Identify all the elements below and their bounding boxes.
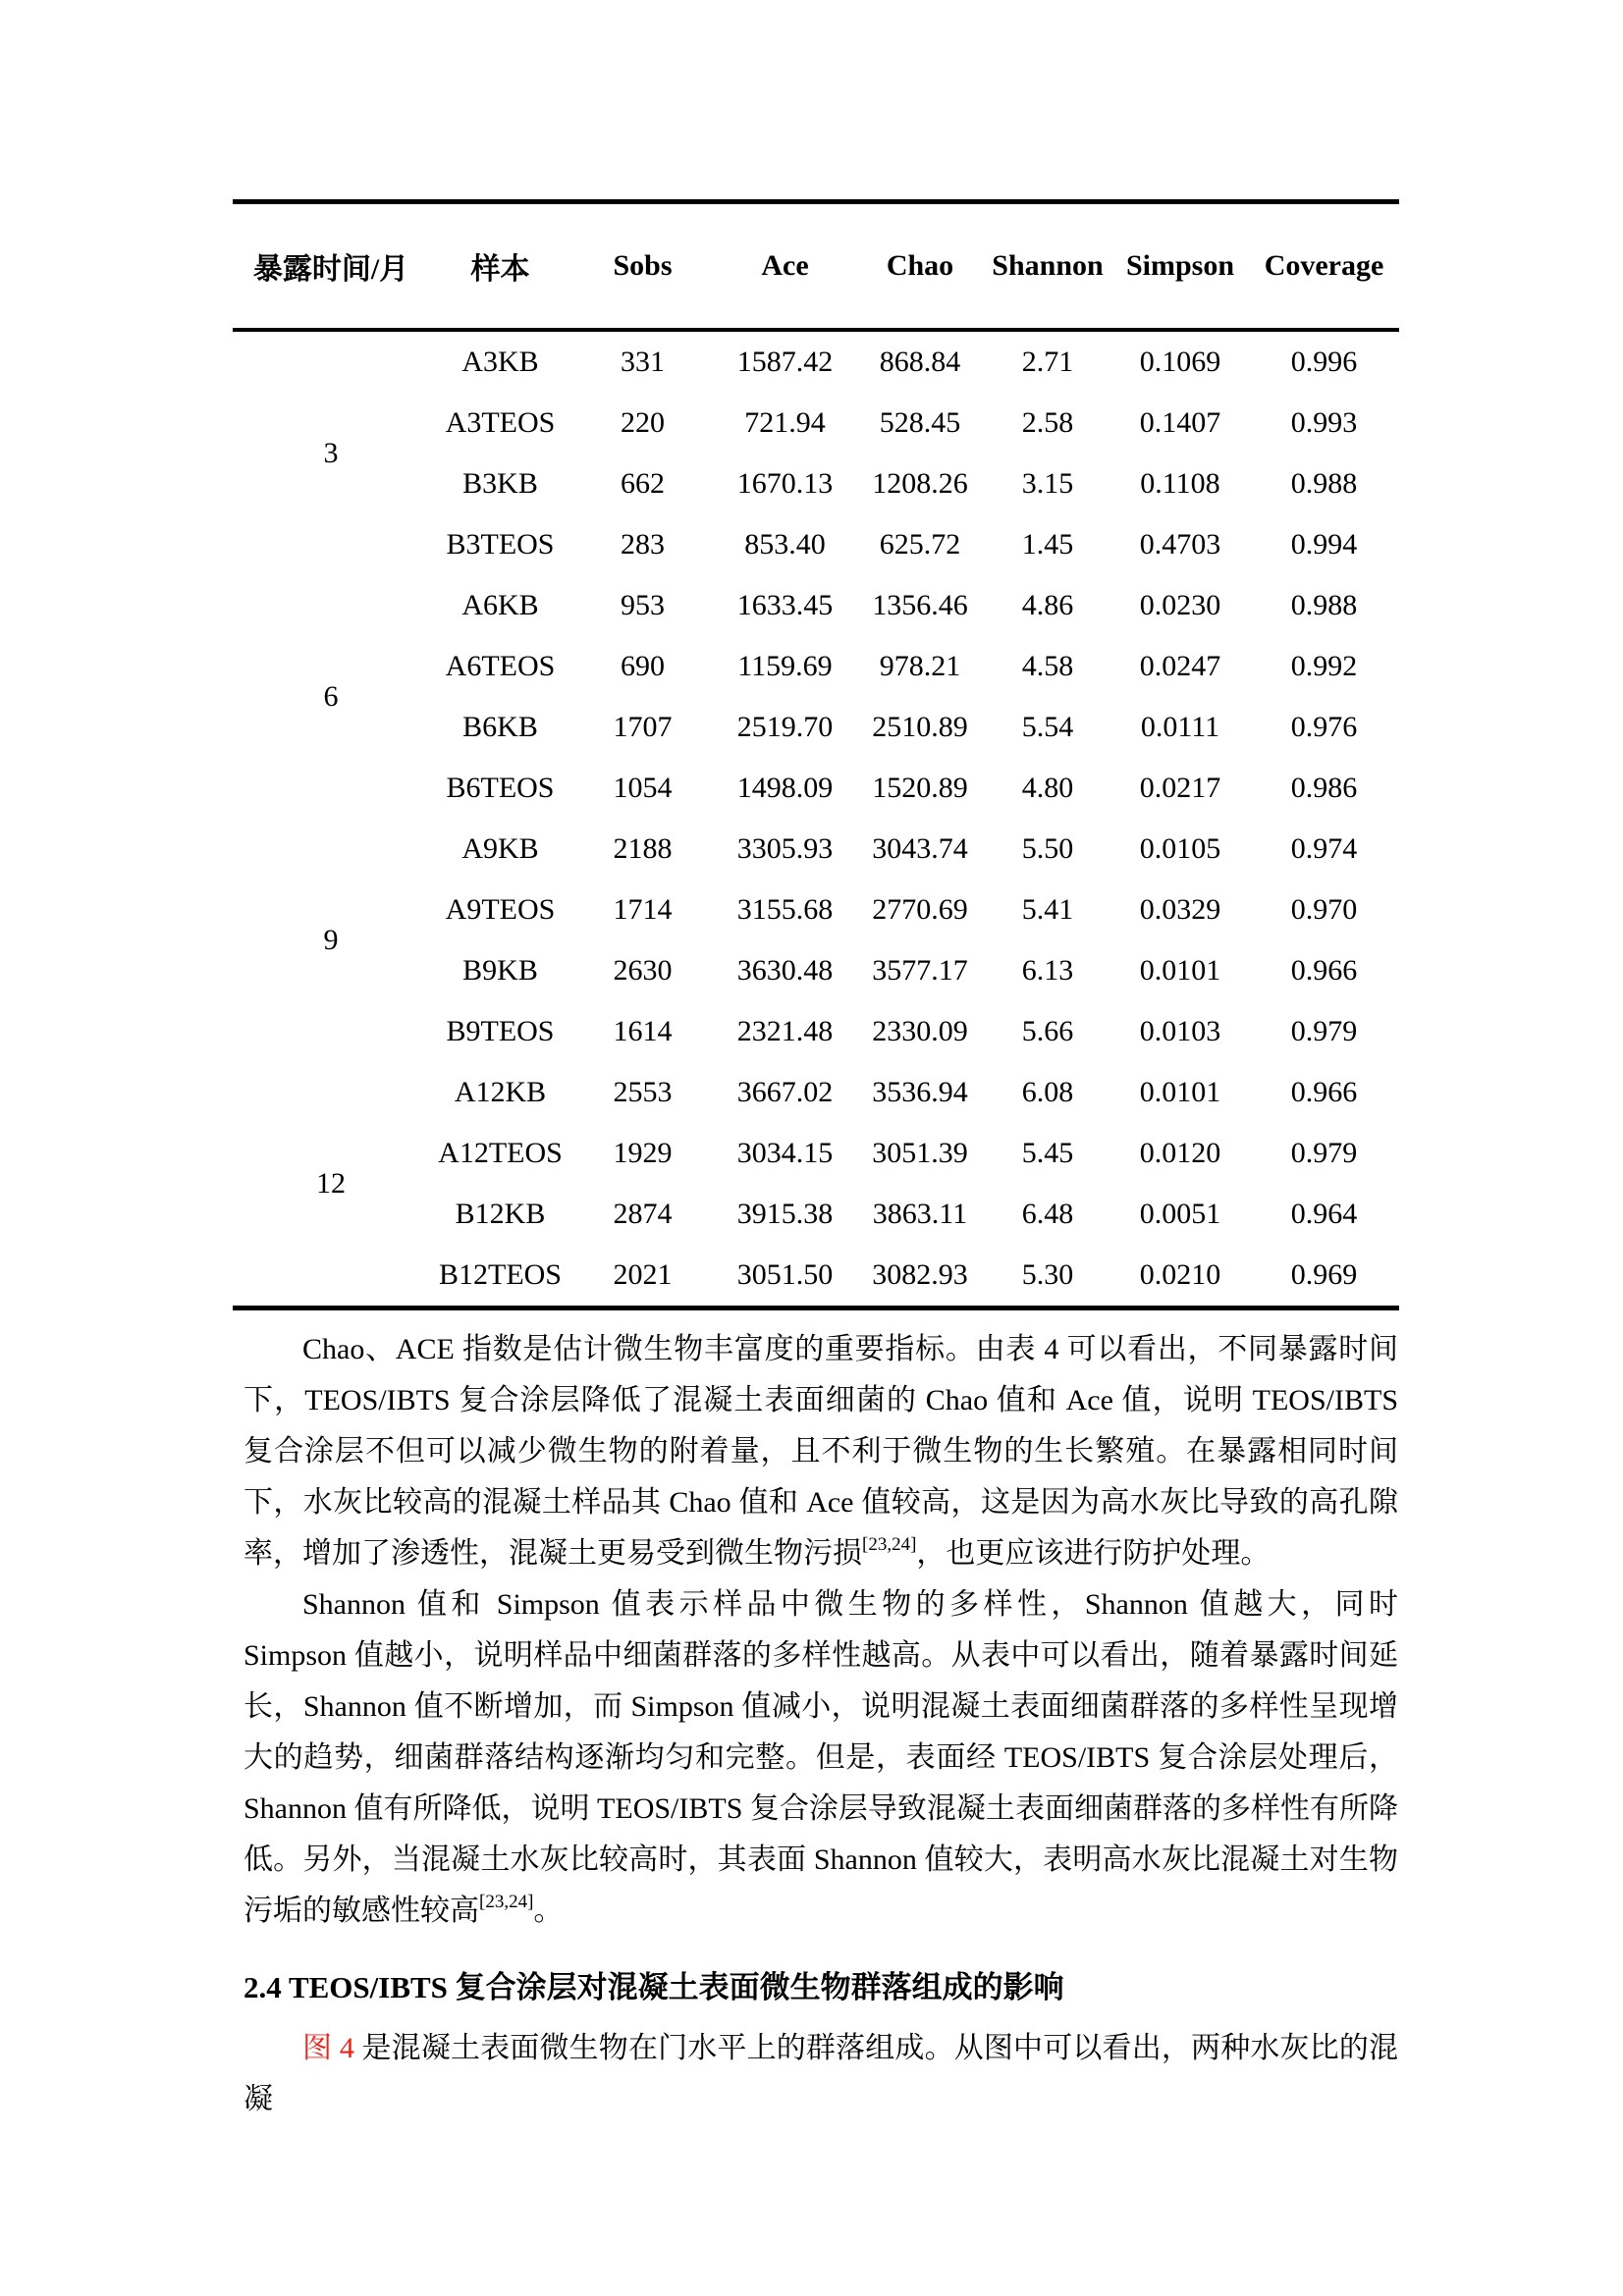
sample-cell: A12KB <box>454 1076 547 1108</box>
chao-cell: 1520.89 <box>872 772 968 804</box>
column-header-sobs: Sobs <box>571 202 714 331</box>
sample-cell: B6KB <box>462 711 538 743</box>
shannon-cell: 4.80 <box>1021 772 1074 804</box>
shannon-cell: 3.15 <box>1021 467 1074 500</box>
column-header-ace: Ace <box>714 202 856 331</box>
column-header-simpson: Simpson <box>1111 202 1249 331</box>
simpson-cell: 0.0105 <box>1139 832 1221 865</box>
ace-cell: 3667.02 <box>736 1076 834 1108</box>
coverage-cell: 0.974 <box>1290 832 1358 865</box>
paragraph-chao-ace-tail: ，也更应该进行防护处理。 <box>916 1537 1271 1570</box>
chao-cell: 3863.11 <box>872 1198 968 1230</box>
sample-cell: A3KB <box>461 346 539 378</box>
column-header-shannon: Shannon <box>984 202 1111 331</box>
simpson-cell: 0.0210 <box>1139 1258 1221 1291</box>
simpson-cell: 0.4703 <box>1139 528 1221 561</box>
chao-cell: 3577.17 <box>872 954 968 987</box>
table-header-row <box>233 202 1399 331</box>
coverage-cell: 0.996 <box>1290 346 1358 378</box>
chao-cell: 3051.39 <box>872 1137 968 1169</box>
sobs-cell: 2188 <box>613 832 673 865</box>
ace-cell: 3305.93 <box>736 832 834 865</box>
ace-cell: 3155.68 <box>736 893 834 926</box>
shannon-cell: 1.45 <box>1021 528 1074 561</box>
simpson-cell: 0.0217 <box>1139 772 1221 804</box>
shannon-cell: 2.71 <box>1021 346 1074 378</box>
sample-cell: A3TEOS <box>445 406 556 439</box>
sobs-cell: 1614 <box>613 1015 673 1047</box>
table-row <box>233 819 1399 880</box>
chao-cell: 978.21 <box>879 650 961 682</box>
shannon-cell: 5.66 <box>1021 1015 1074 1047</box>
sample-cell: A9TEOS <box>445 893 556 926</box>
simpson-cell: 0.0101 <box>1139 1076 1221 1108</box>
table-row <box>233 575 1399 636</box>
paragraph-chao-ace <box>243 1324 1398 1579</box>
sobs-cell: 2630 <box>613 954 673 987</box>
exposure-time-cell: 12 <box>316 1167 346 1200</box>
sample-cell: A9KB <box>461 832 539 865</box>
coverage-cell: 0.993 <box>1290 406 1358 439</box>
column-header-sample: 样本 <box>429 202 571 331</box>
sample-cell: B3TEOS <box>446 528 555 561</box>
exposure-time-cell: 3 <box>323 437 339 469</box>
sample-cell: B9KB <box>462 954 538 987</box>
shannon-cell: 6.48 <box>1021 1198 1074 1230</box>
sobs-cell: 1707 <box>613 711 673 743</box>
chao-cell: 2770.69 <box>872 893 968 926</box>
shannon-cell: 4.86 <box>1021 589 1074 621</box>
page-content <box>233 199 1399 2125</box>
shannon-cell: 5.50 <box>1021 832 1074 865</box>
shannon-cell: 5.41 <box>1021 893 1074 926</box>
simpson-cell: 0.0101 <box>1139 954 1221 987</box>
citation-superscript: [23,24] <box>479 1892 534 1912</box>
shannon-cell: 5.45 <box>1021 1137 1074 1169</box>
coverage-cell: 0.969 <box>1290 1258 1358 1291</box>
coverage-cell: 0.976 <box>1290 711 1358 743</box>
column-header-chao: Chao <box>856 202 984 331</box>
sample-cell: A6KB <box>461 589 539 621</box>
paragraph-shannon-simpson <box>243 1579 1398 1937</box>
column-header-exposure-time: 暴露时间/月 <box>233 202 429 331</box>
shannon-cell: 5.54 <box>1021 711 1074 743</box>
simpson-cell: 0.1407 <box>1139 406 1221 439</box>
paragraph-chao-ace-text: Chao、ACE 指数是估计微生物丰富度的重要指标。由表 4 可以看出，不同暴露时间下，TEOS/IBTS 复合涂层降低了混凝土表面细菌的 Chao 值和 Ace 值，说明 TEOS/IBTS 复合涂层不但可以减少微生物的附着量，且不利于微生物的生长繁殖。在暴露相同时间下，水灰比较高的混凝土样品其 Chao 值和 Ace 值较高，这是因为高水灰比导致的高孔隙率，增加了渗透性，混凝土更易受到微生物污损 <box>243 1333 1398 1570</box>
sample-cell: B6TEOS <box>446 772 555 804</box>
sample-cell: B12KB <box>455 1198 546 1230</box>
coverage-cell: 0.970 <box>1290 893 1358 926</box>
shannon-cell: 6.08 <box>1021 1076 1074 1108</box>
coverage-cell: 0.966 <box>1290 1076 1358 1108</box>
chao-cell: 3082.93 <box>872 1258 968 1291</box>
sobs-cell: 2553 <box>613 1076 673 1108</box>
coverage-cell: 0.979 <box>1290 1137 1358 1169</box>
ace-cell: 2519.70 <box>736 711 834 743</box>
chao-cell: 868.84 <box>879 346 961 378</box>
simpson-cell: 0.0329 <box>1139 893 1221 926</box>
sample-cell: B12TEOS <box>438 1258 562 1291</box>
ace-cell: 3915.38 <box>736 1198 834 1230</box>
chao-cell: 3043.74 <box>872 832 968 865</box>
chao-cell: 2330.09 <box>872 1015 968 1047</box>
figure4-reference: 图 4 <box>302 2032 354 2064</box>
sobs-cell: 1929 <box>613 1137 673 1169</box>
ace-cell: 3051.50 <box>736 1258 834 1291</box>
sobs-cell: 662 <box>621 467 665 500</box>
simpson-cell: 0.0111 <box>1140 711 1220 743</box>
sample-cell: A6TEOS <box>445 650 556 682</box>
simpson-cell: 0.0230 <box>1139 589 1221 621</box>
shannon-cell: 5.30 <box>1021 1258 1074 1291</box>
table-row <box>233 330 1399 393</box>
shannon-cell: 4.58 <box>1021 650 1074 682</box>
chao-cell: 2510.89 <box>872 711 968 743</box>
shannon-cell: 6.13 <box>1021 954 1074 987</box>
ace-cell: 3630.48 <box>736 954 834 987</box>
sobs-cell: 953 <box>621 589 665 621</box>
sobs-cell: 2021 <box>613 1258 673 1291</box>
section-heading-2-4: 2.4 TEOS/IBTS 复合涂层对混凝土表面微生物群落组成的影响 <box>243 1970 1064 2004</box>
sobs-cell: 1054 <box>613 772 673 804</box>
simpson-cell: 0.0051 <box>1139 1198 1221 1230</box>
ace-cell: 1159.69 <box>737 650 833 682</box>
coverage-cell: 0.988 <box>1290 589 1358 621</box>
coverage-cell: 0.994 <box>1290 528 1358 561</box>
shannon-cell: 2.58 <box>1021 406 1074 439</box>
column-header-coverage: Coverage <box>1249 202 1399 331</box>
paragraph-shannon-simpson-tail: 。 <box>533 1895 564 1927</box>
simpson-cell: 0.1108 <box>1140 467 1220 500</box>
coverage-cell: 0.986 <box>1290 772 1358 804</box>
ace-cell: 3034.15 <box>736 1137 834 1169</box>
chao-cell: 3536.94 <box>872 1076 968 1108</box>
body-text <box>243 1324 1398 2125</box>
sample-cell: A12TEOS <box>438 1137 563 1169</box>
simpson-cell: 0.0120 <box>1139 1137 1221 1169</box>
coverage-cell: 0.988 <box>1290 467 1358 500</box>
ace-cell: 1587.42 <box>736 346 834 378</box>
coverage-cell: 0.992 <box>1290 650 1358 682</box>
exposure-time-cell: 9 <box>323 924 339 956</box>
simpson-cell: 0.0103 <box>1139 1015 1221 1047</box>
coverage-cell: 0.964 <box>1290 1198 1358 1230</box>
ace-cell: 1633.45 <box>736 589 834 621</box>
diversity-index-table <box>233 199 1399 1310</box>
sample-cell: B3KB <box>462 467 538 500</box>
sobs-cell: 2874 <box>613 1198 673 1230</box>
exposure-time-cell: 6 <box>323 680 339 713</box>
simpson-cell: 0.1069 <box>1139 346 1221 378</box>
paragraph-figure4-text: 是混凝土表面微生物在门水平上的群落组成。从图中可以看出，两种水灰比的混凝 <box>243 2032 1399 2115</box>
sobs-cell: 690 <box>621 650 665 682</box>
coverage-cell: 0.979 <box>1290 1015 1358 1047</box>
paragraph-figure4 <box>243 2023 1398 2125</box>
sobs-cell: 220 <box>621 406 665 439</box>
sobs-cell: 331 <box>621 346 665 378</box>
simpson-cell: 0.0247 <box>1139 650 1221 682</box>
chao-cell: 1208.26 <box>872 467 968 500</box>
ace-cell: 721.94 <box>744 406 826 439</box>
sample-cell: B9TEOS <box>446 1015 555 1047</box>
chao-cell: 528.45 <box>879 406 961 439</box>
ace-cell: 2321.48 <box>736 1015 834 1047</box>
sobs-cell: 1714 <box>613 893 673 926</box>
sobs-cell: 283 <box>621 528 665 561</box>
coverage-cell: 0.966 <box>1290 954 1358 987</box>
ace-cell: 1670.13 <box>736 467 834 500</box>
ace-cell: 1498.09 <box>736 772 834 804</box>
chao-cell: 625.72 <box>879 528 961 561</box>
paragraph-shannon-simpson-text: Shannon 值和 Simpson 值表示样品中微生物的多样性，Shannon 值越大，同时 Simpson 值越小，说明样品中细菌群落的多样性越高。从表中可以看出，随着暴露时间延长，Shannon 值不断增加，而 Simpson 值减小，说明混凝土表面细菌群落的多样性呈现增大的趋势，细菌群落结构逐渐均匀和完整。但是，表面经 TEOS/IBTS 复合涂层处理后，Shannon 值有所降低，说明 TEOS/IBTS 复合涂层导致混凝土表面细菌群落的多样性有所降低。另外，当混凝土水灰比较高时，其表面 Shannon 值较大，表明高水灰比混凝土对生物污垢的敏感性较高 <box>243 1588 1398 1927</box>
ace-cell: 853.40 <box>744 528 826 561</box>
citation-superscript: [23,24] <box>862 1534 917 1555</box>
table-row <box>233 1062 1399 1123</box>
chao-cell: 1356.46 <box>872 589 968 621</box>
